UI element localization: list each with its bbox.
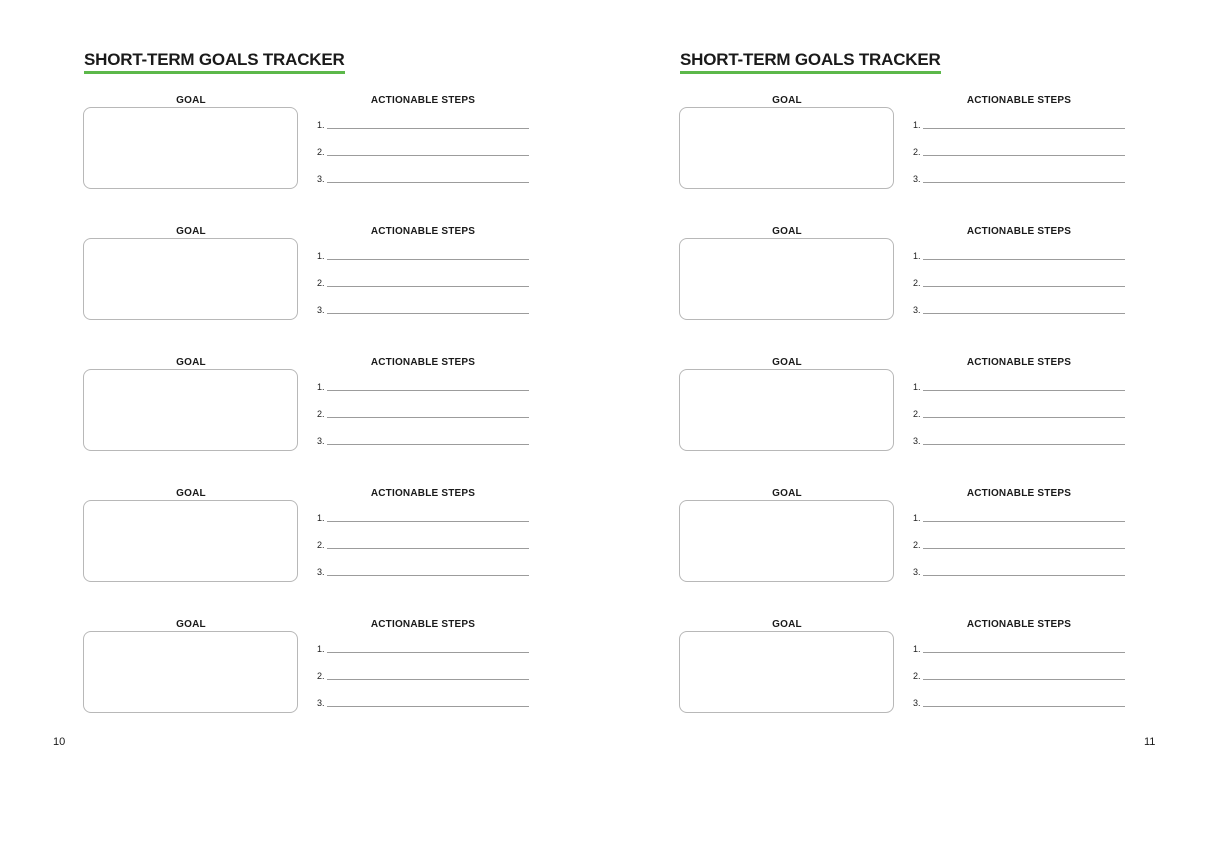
step-number: 1.	[317, 644, 325, 654]
goal-block	[679, 619, 1139, 729]
page-right	[607, 0, 1214, 858]
goal-block	[83, 488, 543, 598]
step-2[interactable]	[317, 405, 529, 419]
step-3[interactable]	[913, 170, 1125, 184]
step-number: 1.	[317, 251, 325, 261]
page-number: 10	[53, 736, 66, 748]
step-2[interactable]	[913, 667, 1125, 681]
goal-label: GOAL	[772, 226, 802, 237]
step-line	[923, 313, 1125, 314]
step-1[interactable]	[317, 509, 529, 523]
step-1[interactable]	[317, 640, 529, 654]
step-number: 1.	[317, 513, 325, 523]
goal-label: GOAL	[772, 488, 802, 499]
goal-block	[83, 95, 543, 205]
step-line	[923, 390, 1125, 391]
goal-label: GOAL	[772, 619, 802, 630]
step-line	[327, 128, 529, 129]
goal-label: GOAL	[176, 488, 206, 499]
step-2[interactable]	[317, 143, 529, 157]
step-2[interactable]	[913, 274, 1125, 288]
step-number: 2.	[913, 409, 921, 419]
actionable-steps-label: ACTIONABLE STEPS	[966, 488, 1072, 499]
step-line	[327, 521, 529, 522]
step-3[interactable]	[913, 432, 1125, 446]
step-line	[327, 182, 529, 183]
step-line	[327, 259, 529, 260]
goal-input-box[interactable]	[679, 238, 894, 320]
step-3[interactable]	[317, 563, 529, 577]
page-title: SHORT-TERM GOALS TRACKER	[84, 50, 345, 74]
actionable-steps-label: ACTIONABLE STEPS	[370, 95, 476, 106]
step-line	[923, 444, 1125, 445]
step-number: 1.	[913, 644, 921, 654]
step-number: 3.	[317, 174, 325, 184]
step-line	[923, 548, 1125, 549]
step-number: 3.	[913, 567, 921, 577]
step-line	[923, 128, 1125, 129]
step-3[interactable]	[913, 563, 1125, 577]
step-line	[327, 706, 529, 707]
step-number: 3.	[317, 305, 325, 315]
step-3[interactable]	[317, 694, 529, 708]
actionable-steps-label: ACTIONABLE STEPS	[370, 357, 476, 368]
step-number: 1.	[913, 251, 921, 261]
goal-block	[679, 226, 1139, 336]
step-number: 1.	[913, 120, 921, 130]
step-number: 1.	[913, 513, 921, 523]
page-number: 11	[1144, 736, 1156, 748]
step-number: 2.	[317, 147, 325, 157]
step-1[interactable]	[913, 116, 1125, 130]
step-line	[923, 679, 1125, 680]
step-number: 3.	[913, 436, 921, 446]
step-line	[327, 652, 529, 653]
step-line	[923, 286, 1125, 287]
step-number: 3.	[913, 174, 921, 184]
step-2[interactable]	[317, 667, 529, 681]
step-line	[327, 444, 529, 445]
step-number: 2.	[317, 540, 325, 550]
step-3[interactable]	[317, 432, 529, 446]
step-line	[923, 521, 1125, 522]
step-number: 2.	[913, 540, 921, 550]
step-number: 2.	[913, 278, 921, 288]
step-number: 1.	[913, 382, 921, 392]
goal-label: GOAL	[176, 95, 206, 106]
actionable-steps-label: ACTIONABLE STEPS	[966, 95, 1072, 106]
step-number: 2.	[913, 147, 921, 157]
goal-block	[679, 488, 1139, 598]
step-2[interactable]	[913, 143, 1125, 157]
step-number: 2.	[317, 409, 325, 419]
step-number: 3.	[913, 305, 921, 315]
step-line	[923, 259, 1125, 260]
goal-input-box[interactable]	[83, 107, 298, 189]
step-line	[923, 575, 1125, 576]
step-number: 1.	[317, 120, 325, 130]
step-1[interactable]	[317, 378, 529, 392]
step-line	[327, 679, 529, 680]
actionable-steps-label: ACTIONABLE STEPS	[370, 488, 476, 499]
goal-label: GOAL	[176, 619, 206, 630]
step-1[interactable]	[913, 378, 1125, 392]
step-1[interactable]	[913, 640, 1125, 654]
goal-input-box[interactable]	[83, 500, 298, 582]
step-number: 3.	[317, 698, 325, 708]
actionable-steps-label: ACTIONABLE STEPS	[966, 357, 1072, 368]
goal-block	[679, 95, 1139, 205]
step-3[interactable]	[913, 694, 1125, 708]
step-line	[923, 706, 1125, 707]
page-title: SHORT-TERM GOALS TRACKER	[680, 50, 941, 74]
step-2[interactable]	[913, 536, 1125, 550]
goal-block	[83, 619, 543, 729]
goal-block	[679, 357, 1139, 467]
goal-input-box[interactable]	[83, 369, 298, 451]
goal-block	[83, 226, 543, 336]
goal-block	[83, 357, 543, 467]
step-line	[327, 390, 529, 391]
step-number: 2.	[317, 278, 325, 288]
goal-input-box[interactable]	[83, 238, 298, 320]
goal-label: GOAL	[772, 357, 802, 368]
step-2[interactable]	[317, 274, 529, 288]
step-line	[327, 575, 529, 576]
step-number: 3.	[317, 436, 325, 446]
step-number: 3.	[913, 698, 921, 708]
step-2[interactable]	[317, 536, 529, 550]
goal-label: GOAL	[176, 357, 206, 368]
goal-input-box[interactable]	[679, 107, 894, 189]
step-1[interactable]	[913, 247, 1125, 261]
actionable-steps-label: ACTIONABLE STEPS	[966, 226, 1072, 237]
step-line	[327, 155, 529, 156]
goal-label: GOAL	[772, 95, 802, 106]
step-1[interactable]	[317, 116, 529, 130]
goal-input-box[interactable]	[679, 500, 894, 582]
step-line	[923, 182, 1125, 183]
step-line	[327, 548, 529, 549]
goal-input-box[interactable]	[679, 369, 894, 451]
actionable-steps-label: ACTIONABLE STEPS	[370, 619, 476, 630]
step-2[interactable]	[913, 405, 1125, 419]
step-1[interactable]	[317, 247, 529, 261]
step-3[interactable]	[913, 301, 1125, 315]
step-line	[327, 286, 529, 287]
step-number: 3.	[317, 567, 325, 577]
step-3[interactable]	[317, 301, 529, 315]
step-1[interactable]	[913, 509, 1125, 523]
step-number: 2.	[913, 671, 921, 681]
goal-input-box[interactable]	[83, 631, 298, 713]
step-number: 2.	[317, 671, 325, 681]
step-line	[923, 652, 1125, 653]
step-3[interactable]	[317, 170, 529, 184]
goal-input-box[interactable]	[679, 631, 894, 713]
step-line	[923, 417, 1125, 418]
step-line	[327, 417, 529, 418]
step-line	[327, 313, 529, 314]
actionable-steps-label: ACTIONABLE STEPS	[966, 619, 1072, 630]
step-number: 1.	[317, 382, 325, 392]
actionable-steps-label: ACTIONABLE STEPS	[370, 226, 476, 237]
goal-label: GOAL	[176, 226, 206, 237]
step-line	[923, 155, 1125, 156]
